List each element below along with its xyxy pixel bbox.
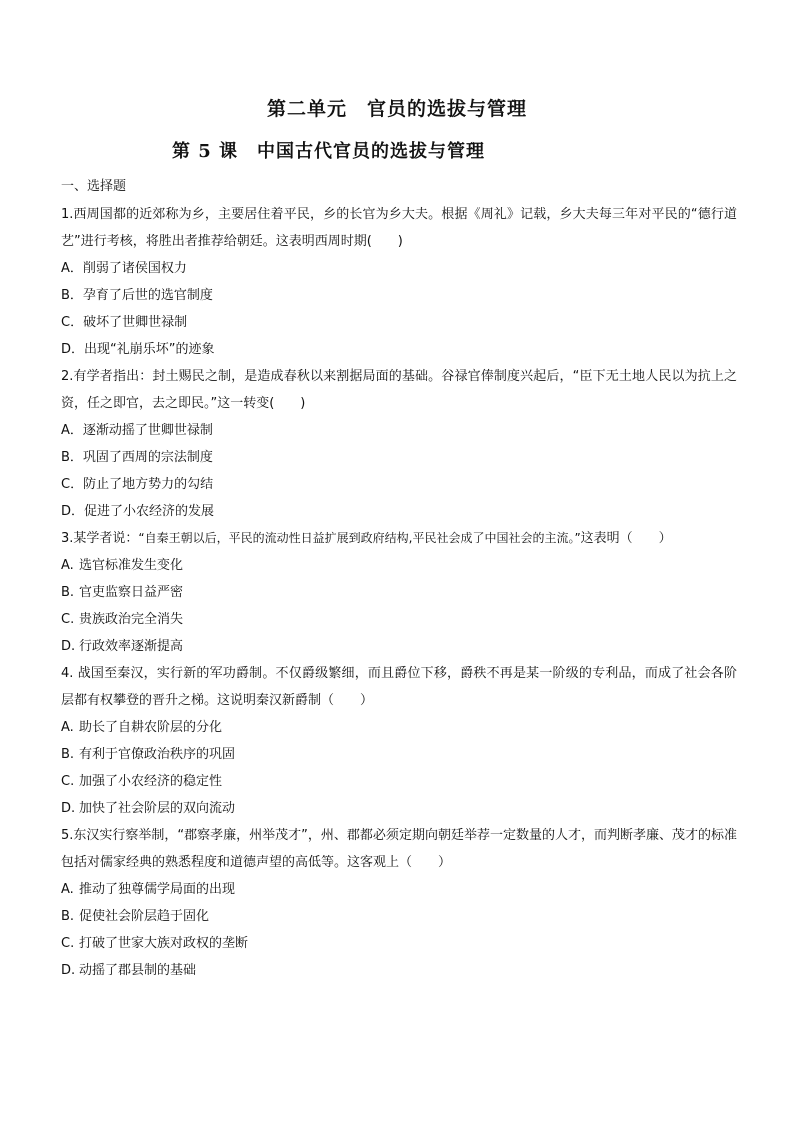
- option-letter: B.: [61, 585, 75, 600]
- option-text: 促使社会阶层趋于固化: [79, 909, 210, 924]
- unit-title: 第二单元 官员的选拔与管理: [266, 98, 527, 120]
- option-text: 孕育了后世的选官制度: [82, 288, 213, 303]
- option-text: 防止了地方势力的勾结: [83, 477, 214, 492]
- option-d: [61, 795, 737, 822]
- stem-suffix: 这表明（ ）: [580, 531, 672, 546]
- option-text: 贵族政治完全消失: [79, 612, 184, 627]
- question-4: [61, 660, 737, 822]
- option-d: [61, 498, 737, 525]
- option-letter: D.: [61, 801, 76, 816]
- option-a: [61, 876, 737, 903]
- option-d: [61, 633, 737, 660]
- option-c: [61, 768, 737, 795]
- option-letter: D.: [61, 639, 76, 654]
- option-c: [61, 471, 737, 498]
- option-letter: B．: [61, 450, 83, 465]
- question-stem: [61, 525, 737, 552]
- section-heading: 一、选择题: [61, 179, 127, 194]
- question-stem: 1.西周国都的近郊称为乡，主要居住着平民，乡的长官为乡大夫。根据《周礼》记载，乡大夫每三年对平民的“德行道艺”进行考核，将胜出者推荐给朝廷。这表明西周时期( ): [61, 207, 737, 249]
- option-b: [61, 741, 737, 768]
- lesson-title: 第 5 课 中国古代官员的选拔与管理: [172, 141, 486, 162]
- question-stem: 2.有学者指出：封土赐民之制，是造成春秋以来割据局面的基础。谷禄官俸制度兴起后，“臣下无土地人民以为抗上之资，任之即官，去之即民。”这一转变( ): [61, 369, 737, 411]
- option-text: 有利于官僚政治秩序的巩固: [79, 747, 236, 762]
- option-letter: D．: [61, 342, 85, 357]
- option-letter: A.: [61, 558, 74, 573]
- option-letter: A.: [61, 882, 74, 897]
- option-d: [61, 957, 737, 984]
- option-letter: C．: [61, 315, 84, 330]
- stem-prefix: 3.某学者说：: [61, 531, 139, 546]
- option-letter: C.: [61, 612, 75, 627]
- option-text: 逐渐动摇了世卿世禄制: [82, 423, 213, 438]
- option-text: 巩固了西周的宗法制度: [82, 450, 213, 465]
- option-letter: A．: [61, 423, 83, 438]
- option-text: 加快了社会阶层的双向流动: [79, 801, 236, 816]
- option-b: [61, 903, 737, 930]
- question-stem: 5.东汉实行察举制，“郡察孝廉，州举茂才”，州、郡都必须定期向朝廷举荐一定数量的人才，而判断孝廉、茂才的标准包括对儒家经典的熟悉程度和道德声望的高低等。这客观上（ ）: [61, 828, 737, 870]
- option-a: [61, 255, 737, 282]
- stem-quote: “自秦王朝以后，平民的流动性日益扩展到政府结构,平民社会成了中国社会的主流。”: [138, 531, 581, 545]
- option-b: [61, 282, 737, 309]
- option-letter: B.: [61, 909, 75, 924]
- option-d: [61, 336, 737, 363]
- question-5: [61, 822, 737, 984]
- question-3: [61, 525, 737, 660]
- option-text: 动摇了郡县制的基础: [79, 963, 197, 978]
- option-text: 促进了小农经济的发展: [84, 504, 215, 519]
- option-b: [61, 579, 737, 606]
- option-a: [61, 714, 737, 741]
- option-text: 加强了小农经济的稳定性: [79, 774, 223, 789]
- option-a: [61, 552, 737, 579]
- question-2: [61, 363, 737, 525]
- option-text: 破坏了世卿世禄制: [83, 315, 188, 330]
- option-letter: A.: [61, 720, 74, 735]
- option-letter: B.: [61, 747, 75, 762]
- option-letter: D.: [61, 963, 76, 978]
- option-c: [61, 309, 737, 336]
- question-stem: 4. 战国至秦汉，实行新的军功爵制。不仅爵级繁细，而且爵位下移，爵秩不再是某一阶级的专利品，而成了社会各阶层都有权攀登的晋升之梯。这说明秦汉新爵制（ ）: [61, 666, 737, 708]
- option-text: 官吏监察日益严密: [79, 585, 184, 600]
- option-letter: C.: [61, 774, 75, 789]
- question-list: [61, 178, 737, 984]
- option-text: 削弱了诸侯国权力: [82, 261, 187, 276]
- option-letter: D．: [61, 504, 85, 519]
- option-text: 行政效率逐渐提高: [79, 639, 184, 654]
- question-1: [61, 201, 737, 363]
- option-text: 打破了世家大族对政权的垄断: [79, 936, 249, 951]
- option-c: [61, 606, 737, 633]
- option-letter: A．: [61, 261, 83, 276]
- option-text: 推动了独尊儒学局面的出现: [79, 882, 236, 897]
- option-letter: C.: [61, 936, 75, 951]
- option-letter: B．: [61, 288, 83, 303]
- option-c: [61, 930, 737, 957]
- option-b: [61, 444, 737, 471]
- option-text: 选官标准发生变化: [79, 558, 184, 573]
- option-text: 出现“礼崩乐坏”的迹象: [84, 342, 215, 357]
- option-text: 助长了自耕农阶层的分化: [79, 720, 223, 735]
- option-letter: C．: [61, 477, 84, 492]
- option-a: [61, 417, 737, 444]
